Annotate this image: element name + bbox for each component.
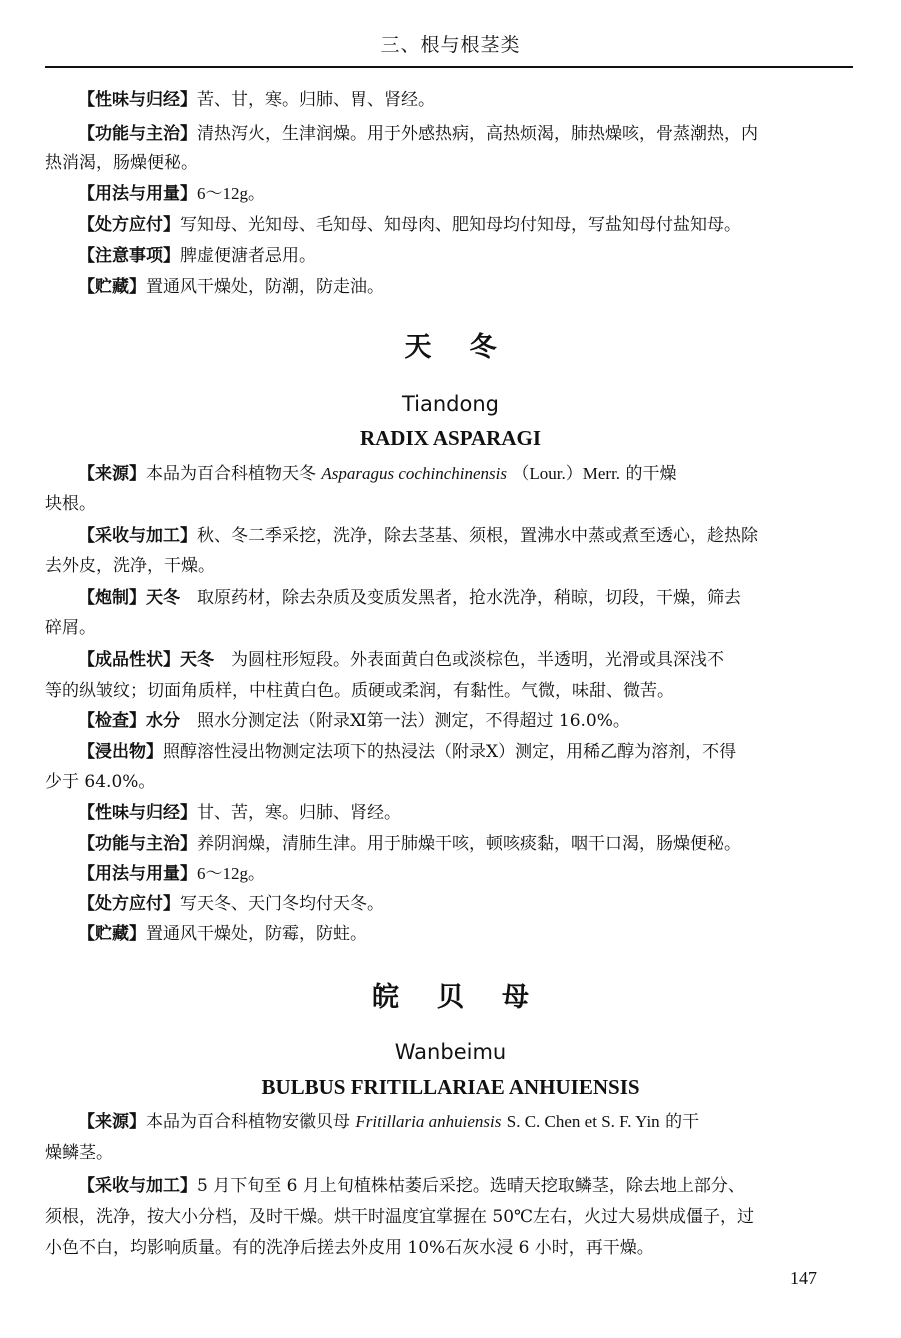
text-line: 【来源】本品为百合科植物天冬 Asparagus cochinchinensis （Lour.）Merr. 的干燥 bbox=[78, 464, 677, 484]
text-line: 【用法与用量】6～12g。 bbox=[78, 184, 265, 204]
text-line: 【性味与归经】甘、苦，寒。归肺、肾经。 bbox=[78, 803, 401, 823]
entry-pinyin: Tiandong bbox=[401, 392, 499, 416]
header-rule bbox=[45, 66, 853, 68]
entry-title: 天冬 bbox=[404, 332, 535, 363]
text-line: 燥鳞茎。 bbox=[45, 1143, 113, 1163]
text-line: 块根。 bbox=[45, 494, 96, 514]
page-number: 147 bbox=[790, 1268, 817, 1288]
entry-pinyin: Wanbeimu bbox=[394, 1040, 507, 1064]
text-line: 少于 64.0%。 bbox=[45, 772, 156, 792]
text-line: 【处方应付】写知母、光知母、毛知母、知母肉、肥知母均付知母，写盐知母付盐知母。 bbox=[78, 215, 741, 235]
running-header: 三、根与根茎类 bbox=[380, 34, 521, 56]
text-line: 【贮藏】置通风干燥处，防潮，防走油。 bbox=[78, 277, 384, 297]
text-line: 【功能与主治】清热泻火，生津润燥。用于外感热病，高热烦渴，肺热燥咳，骨蒸潮热，内 bbox=[78, 124, 758, 144]
text-line: 须根，洗净，按大小分档，及时干燥。烘干时温度宜掌握在 50℃左右，火过大易烘成僵子，过 bbox=[45, 1207, 755, 1227]
text-line: 【处方应付】写天冬、天门冬均付天冬。 bbox=[78, 894, 384, 914]
text-line: 【贮藏】置通风干燥处，防霉，防蛀。 bbox=[78, 924, 367, 944]
text-line: 【用法与用量】6～12g。 bbox=[78, 864, 265, 884]
text-line: 去外皮，洗净，干燥。 bbox=[45, 556, 215, 576]
text-line: 【采收与加工】5 月下旬至 6 月上旬植株枯萎后采挖。选晴天挖取鳞茎，除去地上部分、 bbox=[78, 1176, 745, 1196]
entry-title: 皖贝母 bbox=[372, 982, 567, 1013]
text-line: 【成品性状】天冬 为圆柱形短段。外表面黄白色或淡棕色，半透明，光滑或具深浅不 bbox=[78, 650, 724, 670]
text-line: 等的纵皱纹；切面角质样，中柱黄白色。质硬或柔润，有黏性。气微，味甜、微苦。 bbox=[45, 681, 674, 701]
text-line: 碎屑。 bbox=[45, 618, 96, 638]
text-line: 小色不白，均影响质量。有的洗净后搓去外皮用 10%石灰水浸 6 小时，再干燥。 bbox=[45, 1238, 654, 1258]
text-line: 【采收与加工】秋、冬二季采挖，洗净，除去茎基、须根，置沸水中蒸或煮至透心，趁热除 bbox=[78, 526, 758, 546]
text-line: 【检查】水分 照水分测定法（附录Ⅺ第一法）测定，不得超过 16.0%。 bbox=[78, 711, 630, 731]
text-line: 热消渴，肠燥便秘。 bbox=[45, 153, 198, 173]
text-line: 【性味与归经】苦、甘，寒。归肺、胃、肾经。 bbox=[78, 90, 435, 110]
text-line: 【炮制】天冬 取原药材，除去杂质及变质发黑者，抢水洗净，稍晾，切段，干燥，筛去 bbox=[78, 588, 741, 608]
text-line: 【浸出物】照醇溶性浸出物测定法项下的热浸法（附录Ⅹ）测定，用稀乙醇为溶剂，不得 bbox=[78, 742, 737, 762]
entry-latin-name: BULBUS FRITILLARIAE ANHUIENSIS bbox=[261, 1075, 640, 1099]
entry-latin-name: RADIX ASPARAGI bbox=[359, 426, 542, 450]
text-line: 【注意事项】脾虚便溏者忌用。 bbox=[78, 246, 316, 266]
text-line: 【来源】本品为百合科植物安徽贝母 Fritillaria anhuiensis S. C. Chen et S. F. Yin 的干 bbox=[78, 1112, 700, 1132]
text-line: 【功能与主治】养阴润燥，清肺生津。用于肺燥干咳，顿咳痰黏，咽干口渴，肠燥便秘。 bbox=[78, 834, 741, 854]
